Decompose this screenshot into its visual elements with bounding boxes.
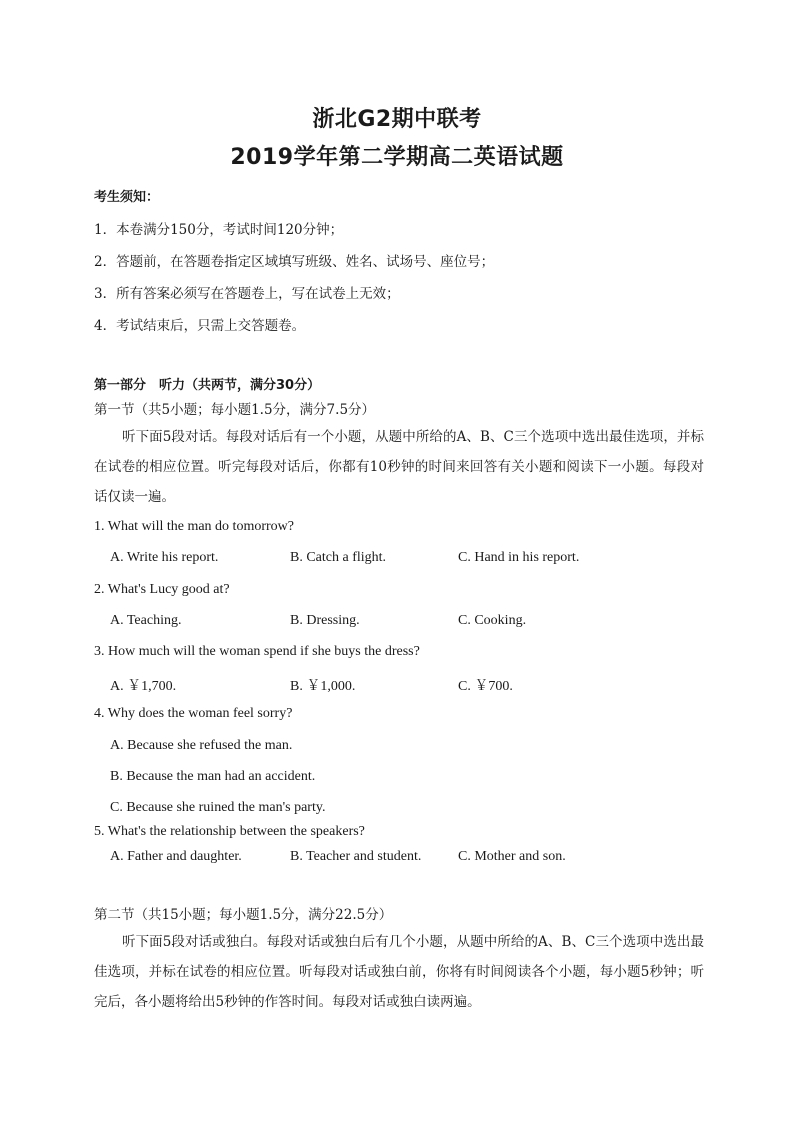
option-a: A. Write his report. — [110, 550, 219, 565]
option-a: A. Because she refused the man. — [110, 738, 293, 753]
option-a: A. Father and daughter. — [110, 849, 242, 864]
section2-instructions: 听下面5段对话或独白。每段对话或独白后有几个小题，从题中所给的A、B、C三个选项中选出最佳选项，并标在试卷的相应位置。听每段对话或独白前，你将有时间阅读各个小题，每小题5秒钟；听完后，各小题将给出5秒钟的作答时间。每段对话或独白读两遍。 — [94, 934, 704, 1010]
option-a: A. Teaching. — [110, 613, 182, 628]
question-stem: 4. Why does the woman feel sorry? — [94, 706, 293, 721]
exam-title-line-2: 2019学年第二学期高二英语试题 — [230, 145, 564, 170]
part1-heading: 第一部分 听力（共两节，满分30分） — [94, 378, 321, 393]
exam-title-line-1: 浙北G2期中联考 — [312, 107, 482, 132]
option-c: C. ￥700. — [458, 679, 513, 694]
notice-item: 3．所有答案必须写在答题卷上，写在试卷上无效； — [94, 286, 400, 302]
section2-heading: 第二节（共15小题；每小题1.5分，满分22.5分） — [94, 907, 393, 923]
option-c: C. Cooking. — [458, 613, 527, 628]
question-stem: 2. What's Lucy good at? — [94, 582, 230, 597]
option-b: B. Because the man had an accident. — [110, 769, 316, 784]
question-stem: 5. What's the relationship between the speakers? — [94, 824, 365, 839]
question-stem: 3. How much will the woman spend if she buys the dress? — [94, 644, 420, 659]
section1-heading: 第一节（共5小题；每小题1.5分，满分7.5分） — [94, 402, 376, 418]
section1-instructions: 听下面5段对话。每段对话后有一个小题，从题中所给的A、B、C三个选项中选出最佳选项，并标在试卷的相应位置。听完每段对话后，你都有10秒钟的时间来回答有关小题和阅读下一小题。每段对话仅读一遍。 — [94, 429, 704, 505]
notice-item: 1．本卷满分150分，考试时间120分钟； — [94, 222, 344, 238]
option-c: C. Because she ruined the man's party. — [110, 800, 326, 815]
option-b: B. Dressing. — [290, 613, 360, 628]
notice-heading: 考生须知： — [94, 190, 160, 205]
option-b: B. Teacher and student. — [290, 849, 422, 864]
option-a: A. ￥1,700. — [110, 679, 177, 694]
question-stem: 1. What will the man do tomorrow? — [94, 519, 294, 534]
option-c: C. Mother and son. — [458, 849, 566, 864]
option-b: B. Catch a flight. — [290, 550, 387, 565]
option-b: B. ￥1,000. — [290, 679, 356, 694]
option-c: C. Hand in his report. — [458, 550, 580, 565]
notice-item: 2．答题前，在答题卷指定区域填写班级、姓名、试场号、座位号； — [94, 254, 495, 270]
notice-item: 4．考试结束后，只需上交答题卷。 — [94, 318, 306, 334]
